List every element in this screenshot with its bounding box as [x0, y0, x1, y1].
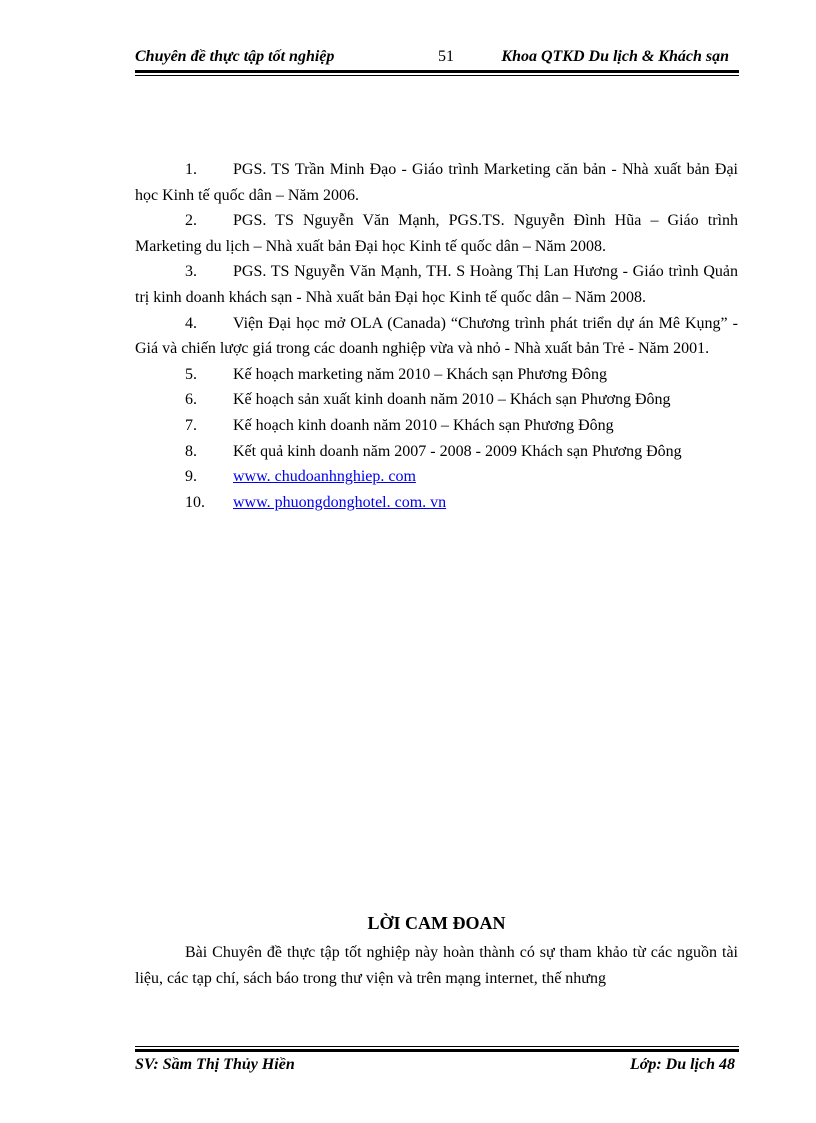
reference-link-chudoanhnghiep[interactable]: www. chudoanhnghiep. com — [233, 468, 416, 486]
page-header — [135, 48, 737, 68]
reference-text: PGS. TS Trần Minh Đạo - Giáo trình Marketing căn bản - Nhà xuất bản Đại học Kinh tế quốc dân – Năm 2006. — [135, 161, 738, 204]
reference-number: 2. — [185, 212, 197, 230]
reference-item — [135, 387, 738, 413]
reference-text: Kế hoạch marketing năm 2010 – Khách sạn Phương Đông — [233, 365, 607, 383]
footer-student: SV: Sầm Thị Thủy Hiền — [135, 1056, 295, 1073]
reference-item — [135, 413, 738, 439]
reference-item — [135, 208, 738, 259]
reference-number: 1. — [185, 161, 197, 178]
section-title: LỜI CAM ĐOAN — [367, 913, 506, 933]
reference-item — [135, 157, 738, 208]
reference-text: Viện Đại học mở OLA (Canada) “Chương trình phát triển dự án Mê Kụng” - Giá và chiến lược giá trong các doanh nghiệp vừa và nhỏ - Nhà xuất bản Trẻ - Năm 2001. — [135, 314, 738, 358]
header-course-title: Chuyên đề thực tập tốt nghiệp — [135, 48, 335, 65]
reference-number: 10. — [185, 493, 205, 511]
reference-text: Kết quả kinh doanh năm 2007 - 2008 - 2009 Khách sạn Phương Đông — [233, 442, 682, 460]
reference-number: 5. — [185, 365, 197, 383]
footer-rule-thin — [135, 1046, 739, 1047]
reference-number: 9. — [185, 468, 197, 486]
page-number: 51 — [438, 48, 454, 65]
reference-item — [135, 311, 738, 362]
reference-number: 6. — [185, 391, 197, 409]
reference-text: Kế hoạch sản xuất kinh doanh năm 2010 – Khách sạn Phương Đông — [233, 391, 671, 409]
reference-text: PGS. TS Nguyễn Văn Mạnh, PGS.TS. Nguyễn Đình Hũa – Giáo trình Marketing du lịch – Nhà xuất bản Đại học Kinh tế quốc dân – Năm 2008. — [135, 212, 738, 255]
section-paragraph: Bài Chuyên đề thực tập tốt nghiệp này hoàn thành có sự tham khảo từ các nguồn tài liệu, các tạp chí, sách báo trong thư viện và trên mạng internet, thế nhưng — [135, 944, 738, 987]
reference-number: 7. — [185, 416, 197, 434]
reference-item — [135, 362, 738, 388]
reference-item — [135, 439, 738, 465]
reference-item — [135, 490, 738, 516]
reference-list — [135, 157, 738, 515]
header-rule-thin — [135, 75, 739, 76]
reference-text: Kế hoạch kinh doanh năm 2010 – Khách sạn Phương Đông — [233, 416, 614, 434]
reference-number: 3. — [185, 263, 197, 281]
reference-link-phuongdonghotel[interactable]: www. phuongdonghotel. com. vn — [233, 493, 447, 511]
header-rule-thick — [135, 70, 739, 73]
footer-class: Lớp: Du lịch 48 — [629, 1056, 735, 1073]
reference-text: PGS. TS Nguyễn Văn Mạnh, TH. S Hoàng Thị Lan Hương - Giáo trình Quản trị kinh doanh khách sạn - Nhà xuất bản Đại học Kinh tế quốc dân – Năm 2008. — [135, 263, 738, 306]
footer-rule-thick — [135, 1049, 739, 1052]
reference-number: 4. — [185, 314, 197, 332]
reference-number: 8. — [185, 442, 197, 460]
reference-item — [135, 259, 738, 310]
reference-item — [135, 464, 738, 490]
header-faculty: Khoa QTKD Du lịch & Khách sạn — [501, 48, 729, 65]
